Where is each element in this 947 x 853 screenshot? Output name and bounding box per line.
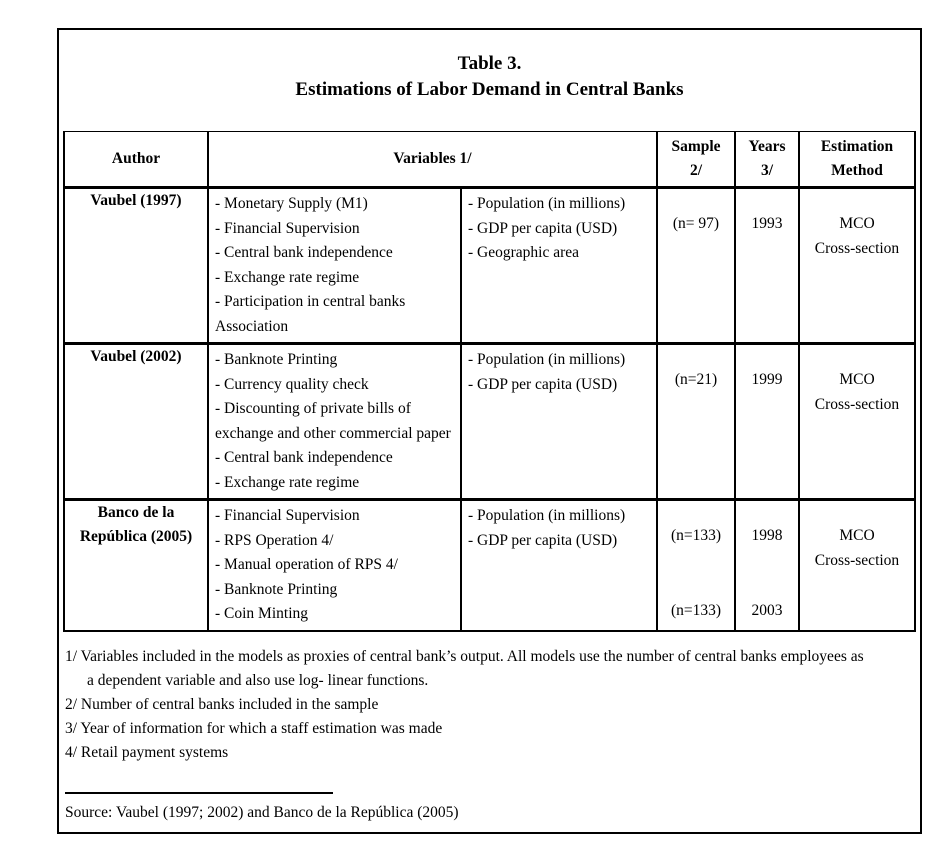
header-method-line1: Estimation	[820, 138, 894, 155]
header-sample-line2: 2/	[689, 162, 703, 179]
method-line1: MCO	[839, 527, 875, 544]
sample-value: (n=133)	[670, 527, 722, 544]
years-cell	[735, 188, 799, 344]
variables-right-cell	[461, 188, 657, 344]
variable-item: - Population (in millions)	[468, 195, 626, 212]
variable-item: - Central bank independence	[215, 244, 393, 261]
header-years	[735, 132, 799, 188]
variable-item: - Population (in millions)	[468, 351, 626, 368]
header-author: Author	[64, 132, 208, 188]
variable-item: - Population (in millions)	[468, 507, 626, 524]
document-frame	[57, 28, 922, 834]
variable-item: - GDP per capita (USD)	[468, 375, 618, 393]
table-caption	[63, 51, 916, 103]
method-cell	[799, 500, 915, 631]
sample-value-2: (n=133)	[670, 602, 722, 619]
variable-item: - Financial Supervision	[215, 219, 360, 237]
variables-left-cell	[208, 188, 461, 344]
variable-item: - Discounting of private bills of exchange and other commercial paper	[215, 400, 451, 442]
years-value-2: 2003	[751, 602, 783, 619]
footnote-4: 4/ Retail payment systems	[65, 743, 229, 761]
footnote-2: 2/ Number of central banks included in the sample	[65, 695, 379, 713]
variables-right-cell	[461, 344, 657, 500]
table-row-vaubel-2002	[64, 344, 915, 500]
method-line2: Cross-section	[814, 240, 900, 257]
sample-value: (n= 97)	[672, 215, 720, 232]
variable-item: - Participation in central banks Association	[215, 293, 406, 335]
variable-item: - RPS Operation 4/	[215, 531, 334, 549]
years-value: 1998	[751, 527, 783, 544]
source-note: Source: Vaubel (1997; 2002) and Banco de la República (2005)	[65, 803, 459, 821]
author-cell: Vaubel (2002)	[64, 344, 208, 500]
header-row	[64, 132, 915, 188]
method-cell	[799, 188, 915, 344]
variable-item: - Geographic area	[468, 244, 580, 261]
source-separator-rule	[65, 792, 333, 794]
footnote-3: 3/ Year of information for which a staff estimation was made	[65, 719, 443, 737]
sample-value: (n=21)	[674, 371, 718, 388]
variable-item: - Banknote Printing	[215, 351, 338, 368]
variables-left-cell	[208, 500, 461, 631]
variables-left-cell	[208, 344, 461, 500]
variable-item: - Financial Supervision	[215, 507, 360, 524]
variable-item: - Exchange rate regime	[215, 473, 360, 491]
variable-item: - Central bank independence	[215, 449, 393, 466]
variable-item: - GDP per capita (USD)	[468, 531, 618, 549]
header-sample	[657, 132, 735, 188]
footnote-1: 1/ Variables included in the models as proxies of central bank’s output. All models use the number of central banks employees as a dependent variable and also use log- linear functions.	[65, 647, 864, 689]
variable-item: - GDP per capita (USD)	[468, 219, 618, 237]
years-value: 1993	[751, 215, 783, 232]
years-value: 1999	[751, 371, 783, 388]
table-header	[64, 132, 915, 188]
method-line1: MCO	[839, 371, 875, 388]
method-line1: MCO	[839, 215, 875, 232]
sample-cell	[657, 344, 735, 500]
header-method	[799, 132, 915, 188]
variable-item: - Exchange rate regime	[215, 268, 360, 286]
method-cell	[799, 344, 915, 500]
header-years-line1: Years	[748, 138, 786, 155]
author-cell: Vaubel (1997)	[64, 188, 208, 344]
table-title: Estimations of Labor Demand in Central Banks	[295, 79, 684, 100]
table-row-vaubel-1997	[64, 188, 915, 344]
variable-item: - Banknote Printing	[215, 580, 338, 598]
sample-cell	[657, 500, 735, 631]
variables-right-cell	[461, 500, 657, 631]
years-cell	[735, 500, 799, 631]
method-line2: Cross-section	[814, 552, 900, 569]
variable-item: - Manual operation of RPS 4/	[215, 556, 398, 573]
header-method-line2: Method	[831, 162, 883, 179]
sample-cell	[657, 188, 735, 344]
footnotes	[65, 645, 871, 765]
header-sample-line1: Sample	[671, 138, 721, 155]
variable-item: - Coin Minting	[215, 605, 309, 622]
variable-item: - Currency quality check	[215, 375, 369, 393]
author-cell: Banco de la República (2005)	[64, 500, 208, 631]
table-row-banco-republica-2005	[64, 500, 915, 631]
method-line2: Cross-section	[814, 396, 900, 413]
years-cell	[735, 344, 799, 500]
header-variables: Variables 1/	[208, 132, 657, 188]
table-body	[64, 188, 915, 631]
labor-demand-table	[63, 131, 916, 632]
header-years-line2: 3/	[760, 162, 774, 179]
table-number: Table 3.	[457, 53, 522, 74]
variable-item: - Monetary Supply (M1)	[215, 195, 368, 212]
